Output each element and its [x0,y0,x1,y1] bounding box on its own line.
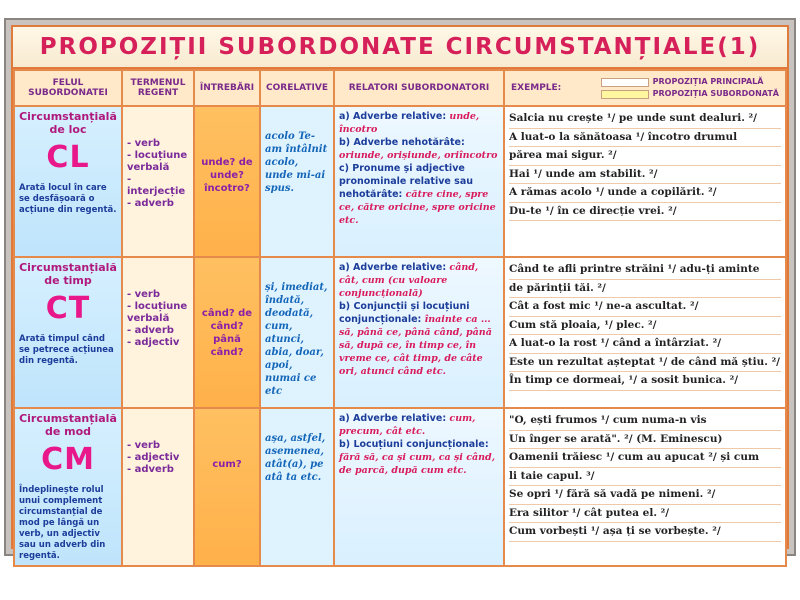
cell-corelative [260,257,334,408]
example-line: Când te afli printre străini ¹/ adu-ți aminte [509,261,781,280]
legend-principal: PROPOZIȚIA PRINCIPALĂ [652,77,764,86]
example-line: Era silitor ¹/ cât putea el. ²/ [509,505,781,524]
relator-item [339,110,499,136]
relator-words: către cine, spre ce, către oricine, spre oricine etc. [339,189,496,226]
cell-relatori [334,408,504,566]
example-line: Cum stă ploaia, ¹/ plec. ²/ [509,317,781,336]
relator-item [339,438,499,477]
termen-list [127,440,189,476]
table-row [14,408,786,566]
list-item: - adverb [127,464,174,475]
relator-head: c) Pronume și adjective pronominale relative sau nehotărâte: [339,163,474,200]
relator-head: b) Conjuncții și locuțiuni conjuncționale: [339,301,470,325]
list-item: - interjecție [127,174,186,197]
relatori-text [339,261,499,378]
poster-inner [11,25,789,561]
relator-item [339,412,499,438]
list-item: - adjectiv [127,452,180,463]
felul-abbr: CT [45,291,91,326]
termen-list [127,138,189,210]
cell-corelative [260,408,334,566]
example-line: Este un rezultat așteptat ¹/ de când mă știu. ²/ [509,354,781,373]
header-relatori: RELATORI SUBORDONATORI [334,70,504,106]
example-line: li taie capul. ³/ [509,468,781,487]
felul-desc: Îndeplinește rolul unui complement circumstanțial de mod pe lângă un verb, un adjectiv sau un adverb din regentă. [19,485,106,561]
cell-corelative [260,106,334,257]
page-title: PROPOZIȚII SUBORDONATE CIRCUMSTANȚIALE(1) [13,27,787,69]
example-line: Cum vorbești ¹/ așa ți se vorbește. ²/ [509,523,781,542]
cell-termen [122,408,194,566]
relatori-text [339,110,499,227]
cell-felul [14,408,122,566]
felul-abbr: CL [46,140,90,175]
cell-exemple [504,106,786,257]
example-line: A luat-o la sănătoasa ¹/ încotro drumul [509,129,781,148]
felul-title: Circumstanțială de mod [19,412,117,438]
list-item: - verb [127,440,161,451]
legend [601,77,779,99]
relator-head: a) Adverbe relative: [339,111,450,122]
table-row [14,257,786,408]
example-line: Hai ¹/ unde am stabilit. ²/ [509,166,781,185]
cell-relatori [334,106,504,257]
relator-words: când, cât, cum (cu valoare conjuncțională) [339,262,479,299]
list-item: - locuțiune verbală [127,301,188,324]
cell-felul [14,106,122,257]
relator-item [339,162,499,227]
felul-desc: Arată timpul când se petrece acțiunea din regentă. [19,334,114,366]
example-line: În timp ce dormeai, ¹/ a sosit bunica. ²/ [509,372,781,391]
example-line: părea mai sigur. ²/ [509,147,781,166]
header-corelative: CORELATIVE [260,70,334,106]
cell-intrebari [194,257,260,408]
cell-relatori [334,257,504,408]
relator-words: oriunde, orișiunde, oriîncotro [339,150,498,161]
example-line: de părinții tăi. ²/ [509,280,781,299]
relator-words: înainte ca ... să, până ce, până când, până să, după ce, în timp ce, în vreme ce, cât timp, de câte ori, atunci când etc. [339,314,492,377]
relator-head: a) Adverbe relative: [339,262,450,273]
felul-title: Circumstanțială de loc [19,110,117,136]
relator-head: b) Adverbe nehotărâte: [339,137,465,148]
cell-felul [14,257,122,408]
header-row [14,70,786,106]
header-exemple [504,70,786,106]
example-line: Cât a fost mic ¹/ ne-a ascultat. ²/ [509,298,781,317]
header-felul: FELUL SUBORDONATEI [14,70,122,106]
termen-list [127,289,189,349]
header-intrebari: ÎNTREBĂRI [194,70,260,106]
cell-termen [122,257,194,408]
list-item: - verb [127,138,161,149]
example-line: Se opri ¹/ fără să vadă pe nimeni. ²/ [509,486,781,505]
relator-words: unde, încotro [339,111,480,135]
cell-termen [122,106,194,257]
relator-item [339,300,499,378]
header-termen: TERMENUL REGENT [122,70,194,106]
table-row [14,106,786,257]
list-item: - adverb [127,198,174,209]
intrebari-text: cum? [212,459,242,470]
list-item: - adjectiv [127,337,180,348]
example-line: Salcia nu crește ¹/ pe unde sunt dealuri. ²/ [509,110,781,129]
cell-exemple [504,257,786,408]
legend-subordonata: PROPOZIȚIA SUBORDONATĂ [652,89,779,98]
relator-words: cum, precum, cât etc. [339,413,476,437]
relator-head: a) Adverbe relative: [339,413,450,424]
example-line: A luat-o la rost ¹/ când a întârziat. ²/ [509,335,781,354]
corelative-text: acolo Te-am întâlnit acolo, unde mi-ai spus. [265,131,328,194]
example-line: Du-te ¹/ în ce direcție vrei. ²/ [509,203,781,222]
relatori-text [339,412,499,477]
header-exemple-label: EXEMPLE: [511,83,562,93]
cell-exemple [504,408,786,566]
list-item: - verb [127,289,161,300]
intrebari-text: când? de când? până când? [201,308,253,358]
grammar-table [13,69,787,567]
corelative-text: și, imediat, îndată, deodată, cum, atunci, abia, doar, apoi, numai ce etc [265,282,328,397]
corelative-text: așa, astfel, asemenea, atât(a), pe atâ ta etc. [265,433,326,483]
intrebari-text: unde? de unde? încotro? [201,157,253,194]
example-line: Un înger se arată". ²/ (M. Eminescu) [509,431,781,450]
felul-desc: Arată locul în care se desfășoară o acțiune din regentă. [19,183,117,215]
felul-abbr: CM [41,442,95,477]
felul-title: Circumstanțială de timp [19,261,117,287]
cell-intrebari [194,106,260,257]
cell-intrebari [194,408,260,566]
poster-frame [4,18,796,561]
example-line: A rămas acolo ¹/ unde a copilărit. ²/ [509,184,781,203]
relator-head: b) Locuțiuni conjuncționale: [339,439,489,450]
example-line: "O, ești frumos ¹/ cum numa-n vis [509,412,781,431]
list-item: - locuțiune verbală [127,150,188,173]
relator-item [339,136,499,162]
relator-item [339,261,499,300]
list-item: - adverb [127,325,174,336]
relator-words: fără să, ca și cum, ca și când, de parcă, după cum etc. [339,452,496,476]
example-line: Oamenii trăiesc ¹/ cum au apucat ²/ și cum [509,449,781,468]
